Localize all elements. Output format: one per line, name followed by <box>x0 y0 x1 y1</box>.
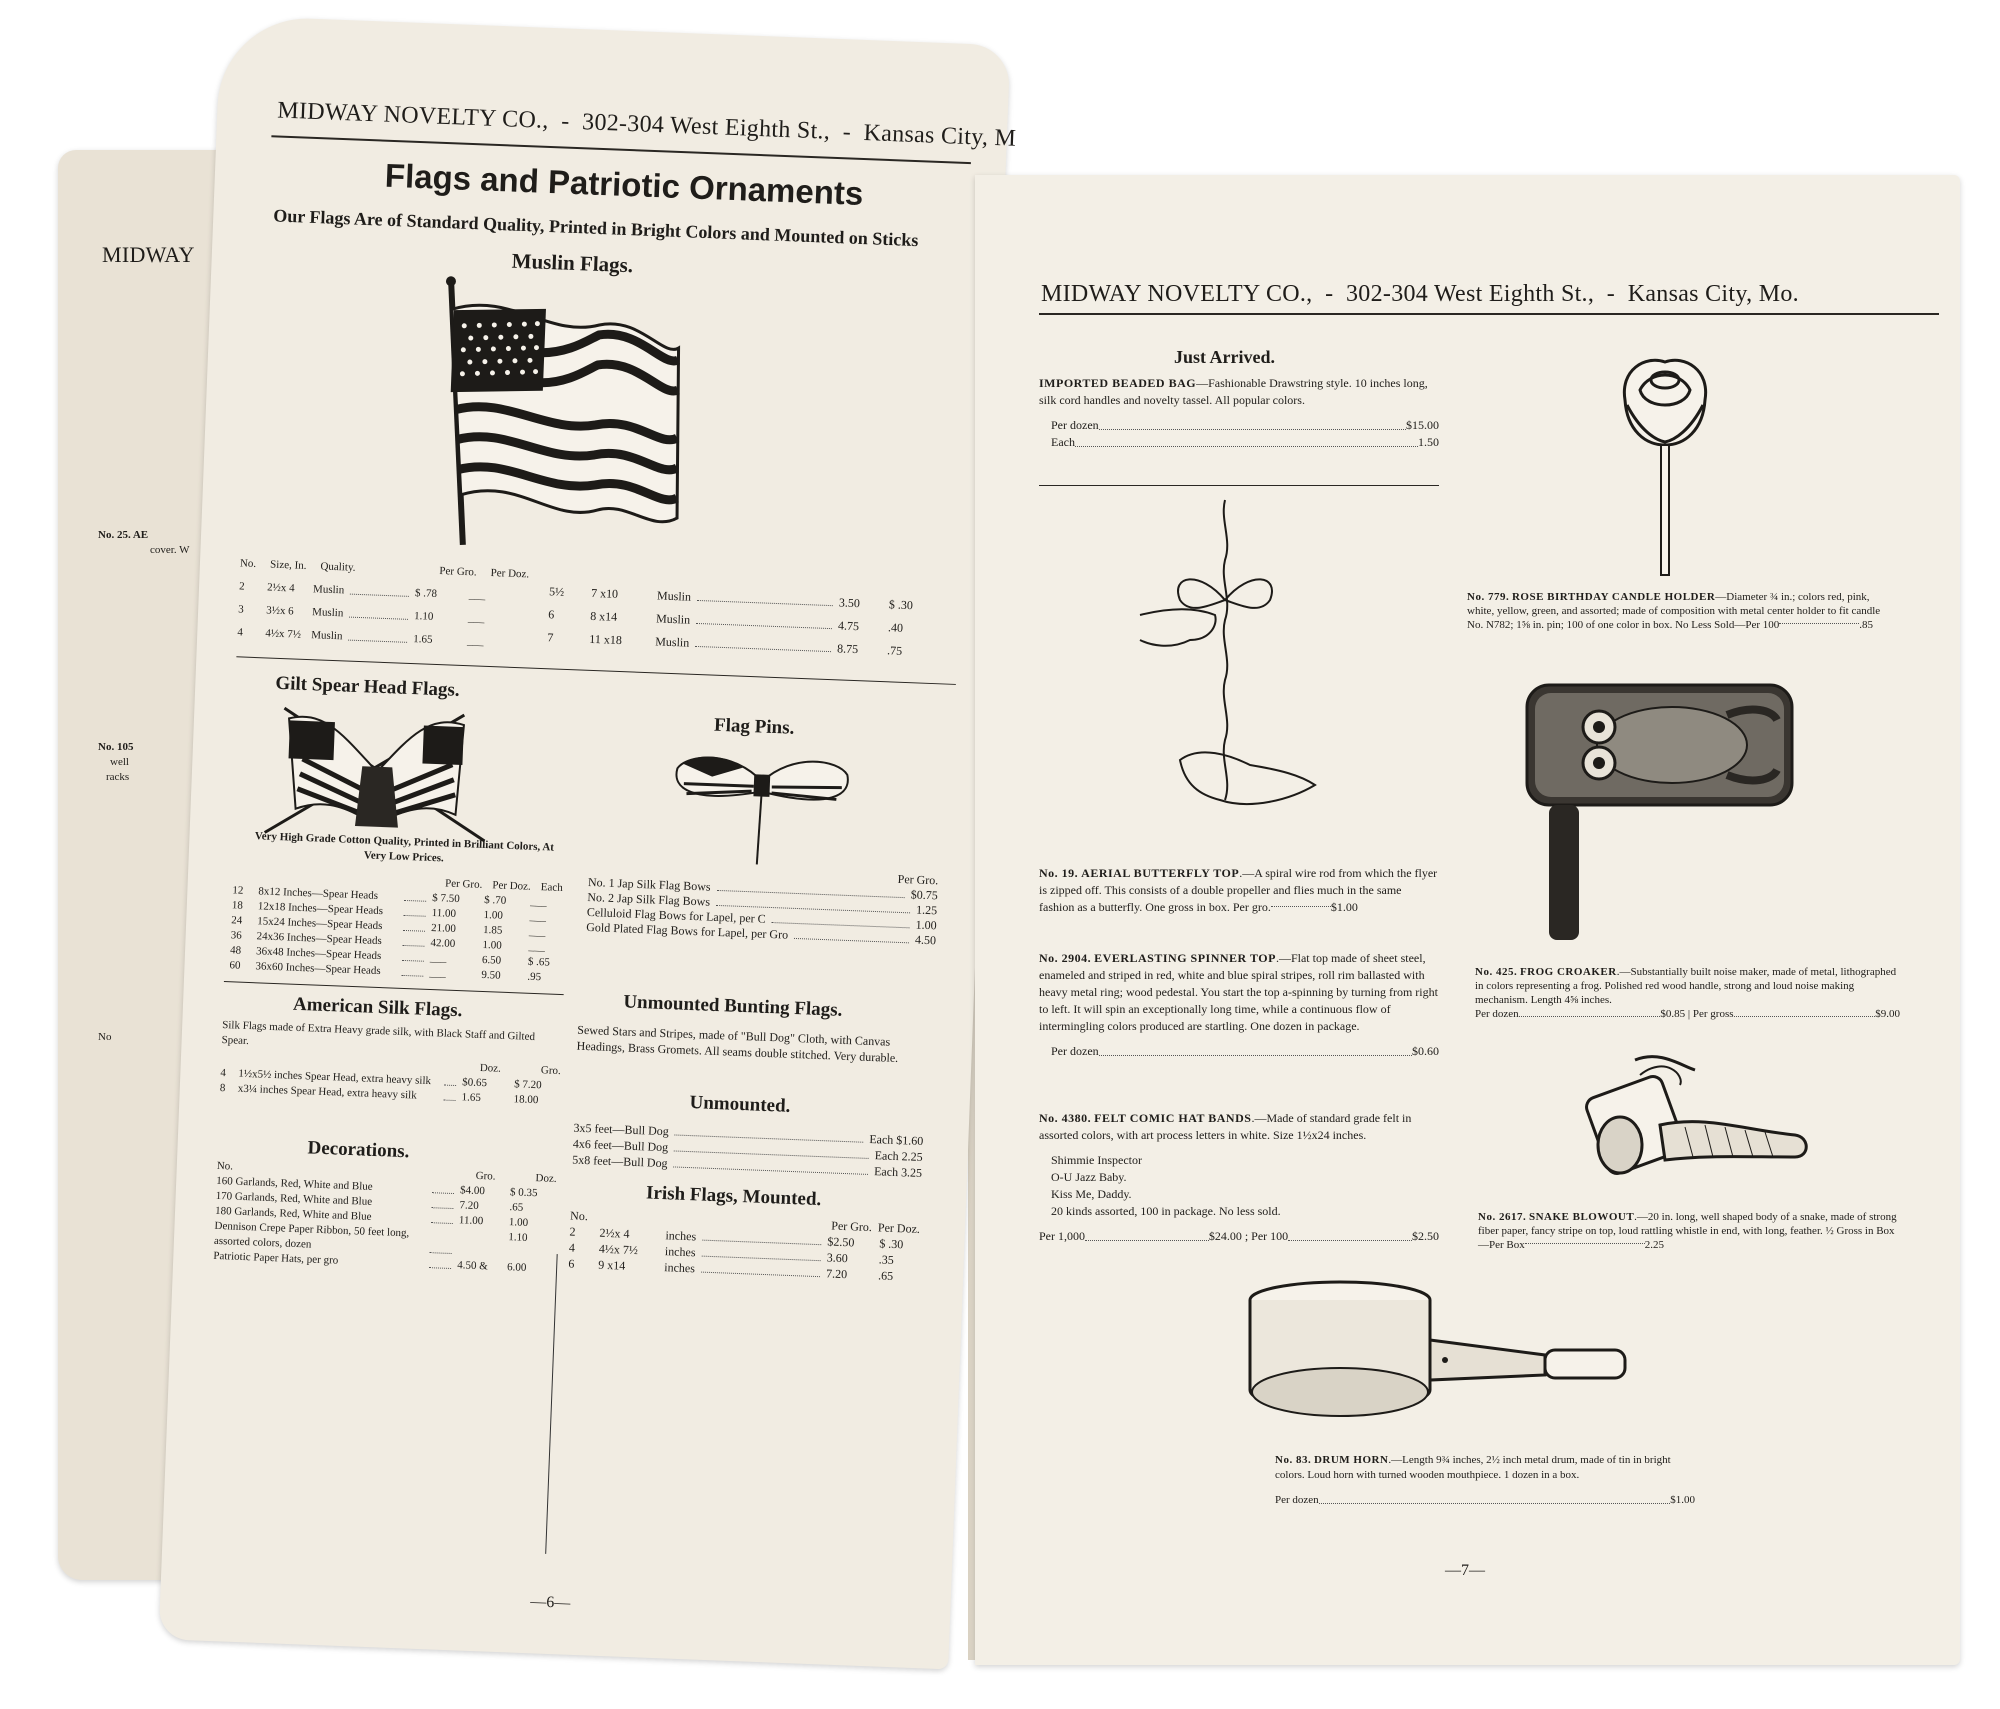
left-catalog-page <box>159 15 1017 1669</box>
table-row: Dennison Crepe Paper Ribbon, 50 feet long, assorted colors, dozen 1.10 <box>214 1219 555 1262</box>
col-header: No. <box>216 1159 234 1173</box>
right-catalog-page <box>975 175 1960 1665</box>
page-subtitle: Our Flags Are of Standard Quality, Printed in Bright Colors and Mounted on Sticks <box>272 205 919 251</box>
table-row: Celluloid Flag Bows for Lapel, per C 1.00 <box>586 904 937 933</box>
table-row: 12 8x12 Inches—Spear Heads $ 7.50 $ .70 ___ <box>232 884 547 909</box>
back-page-item: No. 25. AE <box>98 529 149 541</box>
page-title: Flags and Patriotic Ornaments <box>384 156 864 213</box>
decorations-heading: Decorations. <box>307 1137 410 1163</box>
gilt-description: Very High Grade Cotton Quality, Printed in Brilliant Colors, At Very Low Prices. <box>254 830 555 865</box>
product-description: .—20 in. long, well shaped body of a snake, made of strong fiber paper, fancy stripe on top, loud rattling whistle in end, with long, feather. ½ Gross in Box—Per Box <box>1478 1211 1897 1251</box>
butterfly-entry <box>1039 865 1439 916</box>
spinner-entry <box>1039 950 1439 1060</box>
header-separator: - <box>842 119 852 146</box>
pins-heading: Flag Pins. <box>713 714 795 739</box>
gilt-heading: Gilt Spear Head Flags. <box>274 672 461 701</box>
product-number: No. 2617. <box>1478 1211 1527 1223</box>
table-row: 4 1½x5½ inches Spear Head, extra heavy silk $0.65 $ 7.20 <box>220 1066 542 1092</box>
col-header: Per Doz. <box>877 1220 921 1236</box>
company-city: Kansas City, M <box>863 120 1017 152</box>
muslin-table-left <box>237 556 530 650</box>
company-address: 302-304 West Eighth St., <box>581 109 831 145</box>
col-header: Per Doz. <box>490 567 530 581</box>
col-header: Per Gro. <box>439 565 477 579</box>
decorations-table <box>213 1159 557 1277</box>
silk-table <box>220 1051 561 1109</box>
product-description: .—Flat top made of sheet steel, enameled and striped in red, white and blue spiral stripes, roll rim ballasted with heavy metal ring; wood pedestal. You start the top a-spinning by turning from right to left. It will spin an exceptionally long time, while a continuous flow of intermingling colors produced are startling. One dozen in package. <box>1039 951 1438 1033</box>
page-number: —6— <box>530 1593 571 1612</box>
table-row: 3 3½x 6 Muslin 1.10 ___ <box>237 603 485 625</box>
product-number: No. 2904. <box>1039 951 1092 965</box>
header-separator: - <box>1606 281 1616 307</box>
table-row: 24 15x24 Inches—Spear Heads 21.00 1.85 ___ <box>231 914 546 939</box>
back-page-item: racks <box>106 771 130 783</box>
gilt-table <box>229 868 563 986</box>
col-header: Doz. <box>535 1172 557 1185</box>
back-page-item: No. 105 <box>98 741 134 753</box>
col-header: Gro. <box>540 1064 561 1078</box>
column-divider <box>545 1254 558 1554</box>
table-row: 2 2½x 4 inches $2.50 $ .30 <box>569 1224 904 1252</box>
product-description: .—Substantially built noise maker, made of metal, lithographed in colors representing a frog. Polished red wood handle, strong and loud noise making mechanism. Length 4⅝ inches. <box>1475 966 1897 1006</box>
product-number: No. 4380. <box>1039 1111 1092 1125</box>
col-header: Quality. <box>320 560 356 574</box>
price-row: Each 1.50 <box>1051 435 1439 449</box>
company-address: 302-304 West Eighth St., <box>1346 281 1595 307</box>
frog-croaker-illustration <box>1527 685 1797 945</box>
col-header: Gro. <box>475 1169 496 1183</box>
table-row: 36 24x36 Inches—Spear Heads 42.00 1.00 ___ <box>230 929 546 954</box>
product-title: FELT COMIC HAT BANDS <box>1094 1111 1252 1125</box>
col-header: Per Doz. <box>492 879 532 893</box>
table-row: Patriotic Paper Hats, per gro 4.50 & 6.00 <box>213 1249 527 1274</box>
col-header: Per Gro. <box>444 877 483 891</box>
table-row: 2 2½x 4 Muslin $ .78 ___ <box>238 580 486 602</box>
header-rule <box>1039 313 1939 315</box>
col-header: No. <box>569 1208 589 1224</box>
product-number: No. 19. <box>1039 866 1079 880</box>
header-separator: - <box>560 108 571 135</box>
hat-band-name: Kiss Me, Daddy. <box>1051 1187 1132 1201</box>
back-page-header: MIDWAY <box>102 242 195 267</box>
product-title: DRUM HORN <box>1313 1454 1389 1466</box>
product-description: .—A spiral wire rod from which the flyer is zipped off. This consists of a double propeller and flies much in the same fashion as a butterfly. One gross in box. Per gro. <box>1039 866 1438 914</box>
product-title: EVERLASTING SPINNER TOP <box>1094 951 1276 965</box>
col-header: No. <box>239 557 257 570</box>
left-page-header <box>277 97 1017 152</box>
page-number: —7— <box>1445 1562 1485 1579</box>
product-title: ROSE BIRTHDAY CANDLE HOLDER <box>1511 591 1716 603</box>
company-name: MIDWAY NOVELTY CO., <box>276 97 550 134</box>
back-page-item: cover. W <box>150 544 190 556</box>
right-page-header <box>1041 281 1799 308</box>
bunting-description: Sewed Stars and Stripes, made of "Bull Dog" Cloth, with Canvas Headings, Brass Gromets. All seams double stitched. Very durable. <box>576 1022 899 1065</box>
product-number: No. 83. <box>1275 1454 1312 1466</box>
table-row: 180 Garlands, Red, White and Blue 11.00 1.00 <box>214 1204 529 1229</box>
col-header: Size, In. <box>269 558 307 572</box>
just-arrived-heading: Just Arrived. <box>1174 347 1275 367</box>
snake-entry <box>1478 1210 1898 1252</box>
table-row: 8 x3¼ inches Spear Head, extra heavy silk 1.65 18.00 <box>219 1081 539 1107</box>
company-city: Kansas City, Mo. <box>1627 281 1799 307</box>
product-title: SNAKE BLOWOUT <box>1528 1211 1635 1223</box>
butterfly-top-illustration <box>1140 500 1330 830</box>
table-row: 5x8 feet—Bull Dog Each 3.25 <box>572 1152 923 1180</box>
product-description: .—Length 9¾ inches, 2½ inch metal drum, made of tin in bright colors. Loud horn with turned wooden mouthpiece. 1 dozen in a box. <box>1275 1454 1671 1481</box>
flag-bow-pin-illustration <box>669 743 853 870</box>
unmounted-table <box>572 1120 924 1181</box>
table-row: 48 36x48 Inches—Spear Heads ___ 6.50 $ .65 <box>229 944 551 969</box>
price-row: Per dozen $0.85 | Per gross $9.00 <box>1475 1008 1900 1020</box>
table-row: 6 8 x14 Muslin 4.75 .40 <box>547 607 904 635</box>
table-row: Gold Plated Flag Bows for Lapel, per Gro 4.50 <box>586 919 937 948</box>
rose-entry <box>1467 590 1897 632</box>
product-number: No. 425. <box>1475 966 1518 978</box>
back-page-item: well <box>110 756 129 768</box>
col-header: Each <box>540 881 563 894</box>
header-separator: - <box>1325 281 1334 307</box>
hat-bands-entry <box>1039 1110 1439 1245</box>
table-row: 4x6 feet—Bull Dog Each 2.25 <box>572 1136 923 1165</box>
col-header: Per Gro. <box>897 871 939 888</box>
table-row: 4 4½x 7½ inches 3.60 .35 <box>568 1240 894 1267</box>
product-title: AERIAL BUTTERFLY TOP <box>1081 866 1240 880</box>
bunting-heading: Unmounted Bunting Flags. <box>623 991 843 1021</box>
price-row: Per dozen $15.00 <box>1051 418 1439 432</box>
table-row: No. 1 Jap Silk Flag Bows $0.75 <box>587 874 939 903</box>
product-price: .85 <box>1859 619 1874 631</box>
muslin-table-right <box>547 583 929 660</box>
table-row: 4 4½x 7½ Muslin 1.65 ___ <box>237 626 484 648</box>
crossed-flags-illustration <box>259 707 494 846</box>
table-row: No. 2 Jap Silk Flag Bows 1.25 <box>587 889 938 918</box>
product-description: .—Made of standard grade felt in assorted colors, with art process letters in white. Size 1½x24 inches. <box>1039 1111 1412 1142</box>
pins-table <box>586 860 939 948</box>
hat-band-name: O-U Jazz Baby. <box>1051 1170 1127 1184</box>
table-row: 5½ 7 x10 Muslin 3.50 $ .30 <box>548 584 914 613</box>
irish-table <box>568 1208 920 1285</box>
table-row: 18 12x18 Inches—Spear Heads 11.00 1.00 ___ <box>231 899 547 924</box>
drum-horn-entry <box>1275 1453 1695 1508</box>
product-title: IMPORTED BEADED BAG <box>1039 376 1197 390</box>
product-title: FROG CROAKER <box>1519 966 1617 978</box>
hat-band-note: 20 kinds assorted, 100 in package. No less sold. <box>1051 1204 1281 1218</box>
table-row: 60 36x60 Inches—Spear Heads ___ 9.50 .95 <box>229 959 542 984</box>
product-description: —Diameter ¾ in.; colors red, pink, white, yellow, green, and assorted; made of composition with metal center holder to fit candle No. N782; 1⅝ in. pin; 100 of one color in box. No Less Sold—Per 100 <box>1467 591 1881 631</box>
frog-entry <box>1475 965 1900 1021</box>
snake-blowout-illustration <box>1565 1045 1815 1185</box>
product-price: 2.25 <box>1644 1239 1664 1251</box>
unmounted-heading: Unmounted. <box>689 1092 791 1117</box>
product-description: —Fashionable Drawstring style. 10 inches long, silk cord handles and novelty tassel. All popular colors. <box>1039 376 1428 407</box>
table-row: 7 11 x18 Muslin 8.75 .75 <box>547 630 903 658</box>
product-number: No. 779. <box>1467 591 1510 603</box>
muslin-heading: Muslin Flags. <box>511 248 634 278</box>
american-flag-illustration <box>420 278 691 568</box>
silk-description: Silk Flags made of Extra Heavy grade silk, with Black Staff and Gilted Spear. <box>221 1019 536 1048</box>
rose-candle-holder-illustration <box>1605 350 1725 580</box>
table-row: 6 9 x14 inches 7.20 .65 <box>568 1256 894 1283</box>
col-header: Doz. <box>479 1061 502 1075</box>
price-row: Per dozen $1.00 <box>1275 1494 1695 1506</box>
product-price: $1.00 <box>1330 900 1358 914</box>
silk-heading: American Silk Flags. <box>292 993 463 1022</box>
price-row: Per dozen $0.60 <box>1051 1044 1439 1058</box>
irish-heading: Irish Flags, Mounted. <box>645 1182 822 1211</box>
hat-band-name: Shimmie Inspector <box>1051 1153 1142 1167</box>
beaded-bag-entry <box>1039 375 1439 451</box>
table-row: 160 Garlands, Red, White and Blue $4.00 $ 0.35 <box>216 1174 538 1200</box>
col-header: Per Gro. <box>831 1218 873 1235</box>
section-rule <box>1039 485 1439 486</box>
drum-horn-illustration <box>1245 1280 1685 1430</box>
company-name: MIDWAY NOVELTY CO., <box>1041 281 1313 307</box>
back-page-item: No <box>98 1031 112 1043</box>
table-row: 170 Garlands, Red, White and Blue 7.20 .65 <box>215 1189 524 1214</box>
price-row: Per 1,000 $24.00 ; Per 100 $2.50 <box>1039 1229 1439 1243</box>
table-row: 3x5 feet—Bull Dog Each $1.60 <box>573 1120 924 1149</box>
